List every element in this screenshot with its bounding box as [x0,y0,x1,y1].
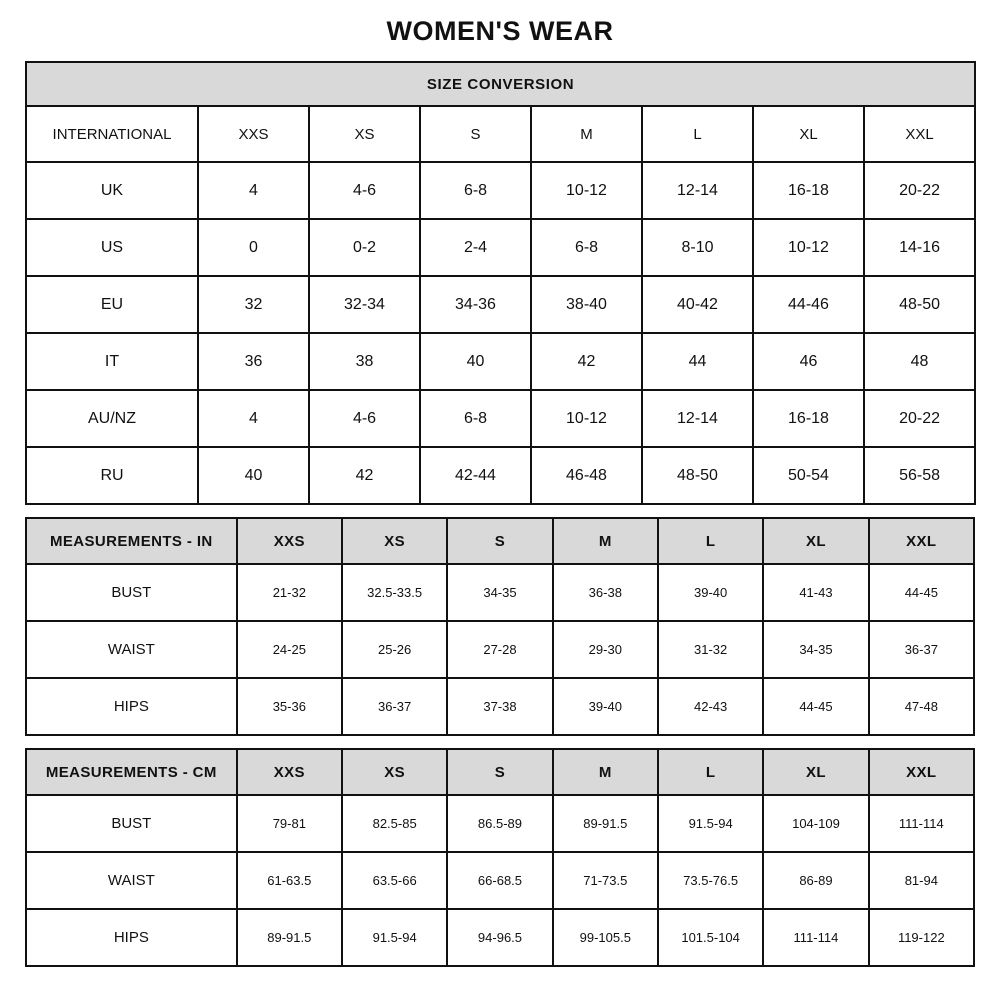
row-label-uk: UK [26,162,198,219]
column-header-xs: XS [342,749,447,795]
measurement-value: 44-45 [869,564,974,621]
measurement-value: 79-81 [237,795,342,852]
measurement-value: 24-25 [237,621,342,678]
size-value: 10-12 [531,162,642,219]
size-value: 56-58 [864,447,975,504]
measurement-value: 82.5-85 [342,795,447,852]
size-conversion-banner: SIZE CONVERSION [26,62,975,106]
measurement-value: 36-37 [869,621,974,678]
size-value: 48 [864,333,975,390]
measurement-value: 27-28 [447,621,552,678]
size-value: 16-18 [753,390,864,447]
measurement-value: 21-32 [237,564,342,621]
size-value: 4 [198,162,309,219]
column-header-xxs: XXS [198,106,309,162]
table-row [26,276,975,333]
measurement-value: 61-63.5 [237,852,342,909]
table-row [26,795,974,852]
column-header-xl: XL [763,518,868,564]
measurement-value: 39-40 [658,564,763,621]
size-value: 2-4 [420,219,531,276]
size-value: 44 [642,333,753,390]
size-value: 4-6 [309,162,420,219]
column-header-xxs: XXS [237,518,342,564]
size-value: 6-8 [420,162,531,219]
measurement-value: 34-35 [763,621,868,678]
size-value: 20-22 [864,390,975,447]
column-header-international: INTERNATIONAL [26,106,198,162]
row-label-bust: BUST [26,795,237,852]
table-row [26,749,974,795]
size-value: 6-8 [531,219,642,276]
column-header-m: M [531,106,642,162]
measurement-value: 89-91.5 [553,795,658,852]
table-row [26,909,974,966]
measurement-value: 36-37 [342,678,447,735]
size-value: 0-2 [309,219,420,276]
row-label-waist: WAIST [26,852,237,909]
row-label-ru: RU [26,447,198,504]
measurement-value: 89-91.5 [237,909,342,966]
size-value: 4 [198,390,309,447]
measurements-cm-table [25,748,975,967]
column-header-m: M [553,518,658,564]
row-label-hips: HIPS [26,909,237,966]
measurement-value: 41-43 [763,564,868,621]
size-value: 46 [753,333,864,390]
measurement-value: 66-68.5 [447,852,552,909]
column-header-s: S [447,749,552,795]
page-title: WOMEN'S WEAR [386,16,614,46]
size-value: 10-12 [753,219,864,276]
size-value: 44-46 [753,276,864,333]
measurement-value: 31-32 [658,621,763,678]
measurement-value: 86-89 [763,852,868,909]
row-label-aunz: AU/NZ [26,390,198,447]
measurement-value: 63.5-66 [342,852,447,909]
size-value: 38 [309,333,420,390]
column-header-xl: XL [753,106,864,162]
table-row [26,62,975,106]
size-value: 42 [531,333,642,390]
measurement-value: 101.5-104 [658,909,763,966]
size-value: 50-54 [753,447,864,504]
measurement-value: 81-94 [869,852,974,909]
size-value: 12-14 [642,162,753,219]
size-value: 34-36 [420,276,531,333]
size-value: 42-44 [420,447,531,504]
measurement-value: 91.5-94 [658,795,763,852]
measurement-value: 99-105.5 [553,909,658,966]
measurements-in-table [25,517,975,736]
size-value: 20-22 [864,162,975,219]
column-header-xxs: XXS [237,749,342,795]
size-conversion-table [25,61,976,505]
measurement-value: 86.5-89 [447,795,552,852]
size-value: 42 [309,447,420,504]
measurement-value: 44-45 [763,678,868,735]
measurements-cm-header: MEASUREMENTS - CM [26,749,237,795]
column-header-l: L [658,749,763,795]
measurement-value: 25-26 [342,621,447,678]
column-header-l: L [658,518,763,564]
measurement-value: 71-73.5 [553,852,658,909]
measurements-in-header: MEASUREMENTS - IN [26,518,237,564]
table-row [26,390,975,447]
measurement-value: 35-36 [237,678,342,735]
table-row [26,621,974,678]
size-value: 12-14 [642,390,753,447]
size-value: 32-34 [309,276,420,333]
measurement-value: 119-122 [869,909,974,966]
measurement-value: 111-114 [869,795,974,852]
column-header-s: S [420,106,531,162]
measurement-value: 91.5-94 [342,909,447,966]
table-row [26,106,975,162]
size-value: 48-50 [642,447,753,504]
column-header-xxl: XXL [869,749,974,795]
measurement-value: 39-40 [553,678,658,735]
table-row [26,852,974,909]
table-row [26,447,975,504]
size-value: 48-50 [864,276,975,333]
size-value: 32 [198,276,309,333]
column-header-xs: XS [342,518,447,564]
table-row [26,219,975,276]
size-value: 36 [198,333,309,390]
column-header-xl: XL [763,749,868,795]
row-label-hips: HIPS [26,678,237,735]
size-value: 10-12 [531,390,642,447]
size-value: 8-10 [642,219,753,276]
size-value: 6-8 [420,390,531,447]
size-value: 14-16 [864,219,975,276]
size-value: 0 [198,219,309,276]
row-label-eu: EU [26,276,198,333]
column-header-xxl: XXL [869,518,974,564]
measurement-value: 36-38 [553,564,658,621]
size-value: 40-42 [642,276,753,333]
column-header-l: L [642,106,753,162]
measurement-value: 37-38 [447,678,552,735]
size-value: 38-40 [531,276,642,333]
row-label-it: IT [26,333,198,390]
table-row [26,678,974,735]
table-row [26,564,974,621]
measurement-value: 42-43 [658,678,763,735]
size-value: 40 [420,333,531,390]
table-row [26,162,975,219]
size-value: 4-6 [309,390,420,447]
size-value: 40 [198,447,309,504]
column-header-s: S [447,518,552,564]
measurement-value: 29-30 [553,621,658,678]
measurement-value: 47-48 [869,678,974,735]
row-label-bust: BUST [26,564,237,621]
measurement-value: 34-35 [447,564,552,621]
measurement-value: 111-114 [763,909,868,966]
size-value: 16-18 [753,162,864,219]
measurement-value: 104-109 [763,795,868,852]
measurement-value: 73.5-76.5 [658,852,763,909]
row-label-us: US [26,219,198,276]
size-value: 46-48 [531,447,642,504]
column-header-xxl: XXL [864,106,975,162]
measurement-value: 32.5-33.5 [342,564,447,621]
row-label-waist: WAIST [26,621,237,678]
column-header-xs: XS [309,106,420,162]
measurement-value: 94-96.5 [447,909,552,966]
table-row [26,518,974,564]
column-header-m: M [553,749,658,795]
table-row [26,333,975,390]
